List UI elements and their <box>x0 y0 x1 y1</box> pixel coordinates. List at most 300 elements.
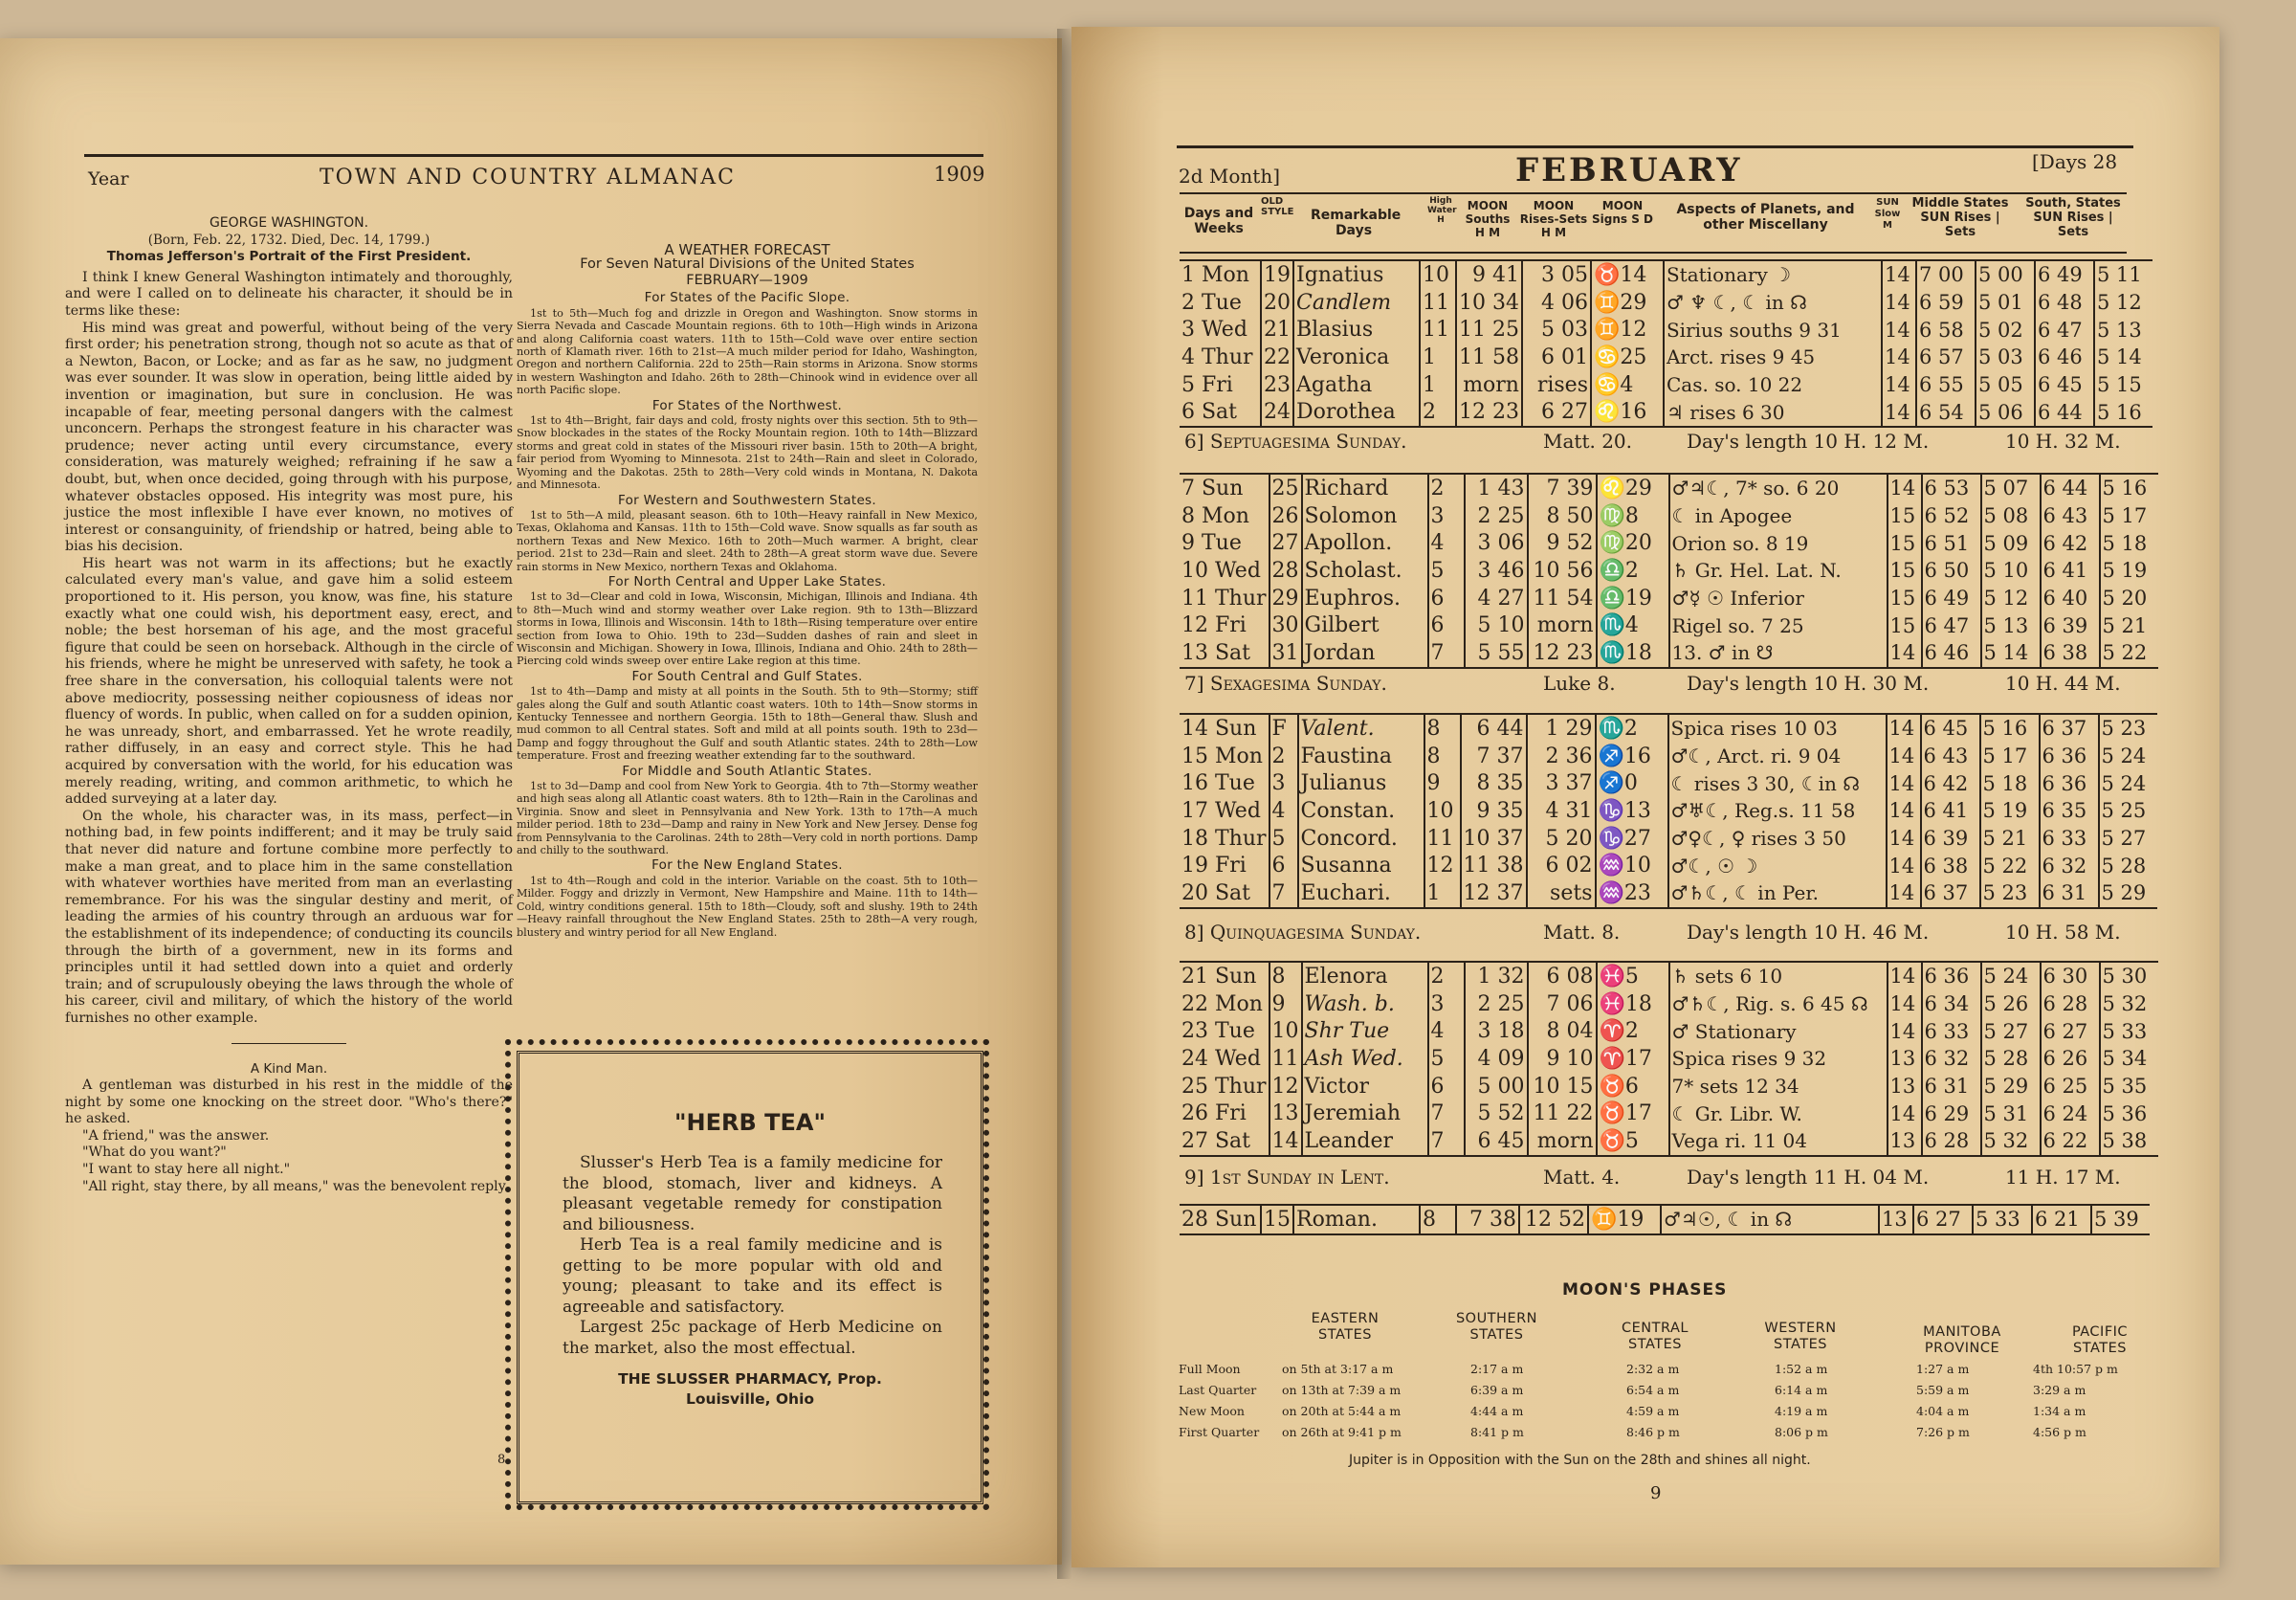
month-rule <box>1177 145 2133 148</box>
cell-mr: 6 54 <box>1916 398 1976 427</box>
cell-aspect: ♂ Stationary <box>1669 1017 1888 1045</box>
calendar-week-block <box>1180 961 2158 1157</box>
cell-os: 19 <box>1261 260 1293 289</box>
cell-ms: 5 10 <box>1981 557 2041 585</box>
cell-souths: 9 41 <box>1456 260 1522 289</box>
cell-sign: ♎19 <box>1597 585 1669 612</box>
cell-sr: 6 33 <box>2040 825 2099 853</box>
header-rule <box>84 154 983 157</box>
moon-phase-phase: Full Moon <box>1179 1362 1241 1376</box>
cell-os: 21 <box>1261 316 1293 344</box>
cell-mr: 6 57 <box>1916 344 1976 371</box>
cell-ms: 5 13 <box>1981 611 2041 639</box>
cell-mr: 6 52 <box>1922 502 1981 530</box>
cell-day: 22 Mon <box>1181 991 1263 1016</box>
col-remarkable-days: Remarkable Days <box>1311 208 1402 238</box>
cell-ms: 5 29 <box>1981 1073 2041 1100</box>
cell-slow: 13 <box>1888 1127 1922 1156</box>
cell-souths: 7 38 <box>1456 1205 1519 1234</box>
calendar-row <box>1180 398 2152 427</box>
cell-mr: 6 50 <box>1922 557 1981 585</box>
cell-day: 11 Thur <box>1181 586 1267 611</box>
cell-hw: 2 <box>1428 474 1465 502</box>
cell-sr: 6 41 <box>2041 557 2100 585</box>
cell-hw: 11 <box>1420 289 1456 317</box>
sunday-label: 7] Sexagesima Sunday. <box>1184 672 1387 695</box>
cell-souths: 5 52 <box>1465 1100 1528 1127</box>
cell-souths: 6 44 <box>1461 714 1527 743</box>
cell-souths: morn <box>1456 371 1522 399</box>
forecast-section-head: For States of the Pacific Slope. <box>644 290 850 306</box>
cell-sr: 6 21 <box>2032 1205 2091 1234</box>
cell-slow: 13 <box>1879 1205 1913 1234</box>
cell-ms: 5 32 <box>1981 1127 2041 1156</box>
cell-day: 21 Sun <box>1181 964 1257 989</box>
cell-sign: ♊19 <box>1588 1205 1661 1234</box>
cell-sign: ♌29 <box>1597 474 1669 502</box>
cell-rs: 6 08 <box>1528 962 1597 990</box>
cell-aspect: Vega ri. 11 04 <box>1669 1127 1888 1156</box>
month-title: FEBRUARY <box>1515 151 1743 189</box>
moon-phase-phase: First Quarter <box>1179 1425 1260 1439</box>
cell-souths: 3 18 <box>1465 1017 1528 1045</box>
cell-rs: 8 04 <box>1528 1017 1597 1045</box>
cell-ms: 5 06 <box>1976 398 2035 427</box>
sunday-gospel: Matt. 4. <box>1543 1166 1621 1189</box>
cell-mr: 6 49 <box>1922 585 1981 612</box>
cell-souths: 7 37 <box>1461 743 1527 770</box>
cell-sr: 6 47 <box>2035 316 2094 344</box>
cell-os: 23 <box>1261 371 1293 399</box>
cell-sign: ♐0 <box>1596 769 1668 797</box>
forecast-month: FEBRUARY—1909 <box>686 273 808 289</box>
cell-hw: 7 <box>1428 1127 1465 1156</box>
cell-os: F <box>1269 714 1298 743</box>
cell-rs: morn <box>1528 1127 1597 1156</box>
cell-hw: 11 <box>1424 825 1461 853</box>
cell-name: Blasius <box>1293 316 1420 344</box>
cell-hw: 8 <box>1424 743 1461 770</box>
cell-sr: 6 37 <box>2040 714 2099 743</box>
cell-day: 1 Mon <box>1181 262 1249 287</box>
cell-slow: 14 <box>1887 743 1921 770</box>
calendar-week-block <box>1180 473 2158 669</box>
cell-sign: ♒23 <box>1596 879 1668 908</box>
calendar-row <box>1180 289 2152 317</box>
cell-sign: ♑13 <box>1596 797 1668 825</box>
calendar-row <box>1180 797 2157 825</box>
forecast-section-text: 1st to 4th—Damp and misty at all points in the South. 5th to 9th—Stormy; stiff gales along the Gulf and south Atlantic coast waters. 10th to 14th—Snow storms in Kentucky Tennessee and northern Georgia. 15th to 18th—General thaw. Slush and mud common to all Central states. Soft and mild at all points south. 19th to 23d—Damp and foggy throughout the Gulf and south Atlantic states. 24th to 28th—Low temperature. Frost and freezing weather extending far to the southward. <box>517 685 978 763</box>
cell-ss: 5 15 <box>2094 371 2152 399</box>
cell-ss: 5 36 <box>2100 1100 2158 1127</box>
cell-day: 15 Mon <box>1181 744 1263 768</box>
cell-slow: 14 <box>1887 879 1921 908</box>
washington-subtitle: Thomas Jefferson's Portrait of the First President. <box>106 249 472 265</box>
cell-os: 5 <box>1269 825 1298 853</box>
cell-sign: ♉6 <box>1597 1073 1669 1100</box>
month-number: 2d Month] <box>1179 165 1281 188</box>
cell-ss: 5 38 <box>2100 1127 2158 1156</box>
cell-sign: ♉17 <box>1597 1100 1669 1127</box>
cell-sr: 6 31 <box>2040 879 2099 908</box>
cell-ms: 5 05 <box>1976 371 2035 399</box>
cell-souths: 5 00 <box>1465 1073 1528 1100</box>
cell-sr: 6 32 <box>2040 852 2099 879</box>
cell-day: 23 Tue <box>1181 1019 1255 1044</box>
cell-sign: ♎2 <box>1597 557 1669 585</box>
cell-ss: 5 39 <box>2091 1205 2150 1234</box>
cell-name: Ash Wed. <box>1302 1045 1428 1073</box>
day-length: Day's length 10 H. 12 M. <box>1687 430 1930 453</box>
forecast-section-text: 1st to 3d—Clear and cold in Iowa, Wisconsin, Michigan, Illinois and Indiana. 4th to 8th—Much wind and stormy weather over Lake region. 9th to 13th—Blizzard storms in Iowa, Illinois and Wisconsin. 14th to 18th—Rising temperature over entire section from Iowa to Ohio. 19th to 23d—Sudden dashes of rain and sleet in Wisconsin and Michigan. Showery in Iowa, Illinois, Indiana and Ohio. 24th to 28th—Piercing cold winds sweep over entire Lake region at this time. <box>517 590 978 668</box>
day-length: Day's length 10 H. 46 M. <box>1687 921 1930 944</box>
cell-ss: 5 17 <box>2100 502 2158 530</box>
cell-day: 3 Wed <box>1181 318 1247 343</box>
cell-os: 10 <box>1269 1017 1302 1045</box>
south-day-length: 11 H. 17 M. <box>2005 1166 2121 1189</box>
calendar-row <box>1180 557 2158 585</box>
cell-ms: 5 31 <box>1981 1100 2041 1127</box>
cell-ms: 5 22 <box>1980 852 2040 879</box>
cell-slow: 15 <box>1888 585 1922 612</box>
ad-company: THE SLUSSER PHARMACY, Prop. <box>618 1370 882 1388</box>
cell-sign: ♐16 <box>1596 743 1668 770</box>
cell-ms: 5 17 <box>1980 743 2040 770</box>
cell-souths: 11 25 <box>1456 316 1522 344</box>
cell-aspect: ☾ in Apogee <box>1669 502 1888 530</box>
col-moon-rises: MOON Rises-Sets H M <box>1519 199 1588 239</box>
cell-ms: 5 26 <box>1981 990 2041 1018</box>
moon-phase-eastern: on 20th at 5:44 a m <box>1282 1404 1402 1418</box>
cell-souths: 12 23 <box>1456 398 1522 427</box>
cell-day: 19 Fri <box>1181 854 1247 878</box>
cell-ms: 5 33 <box>1973 1205 2032 1234</box>
washington-paragraph: His mind was great and powerful, without being of the very first order; his penetration strong, though not so acute as that of a Newton, Bacon, or Locke; and as far as he saw, no judgment was ever sounder. It was slow in operation, being little aided by invention or imagination, but sure in conclusion. He was incapable of fear, meeting personal dangers with the calmest unconcern. Perhaps the strongest feature in his character was prudence; never acting until every circumstance, every consideration, was maturely weighed; refraining if he saw a doubt, but, when once decided, going through with his purpose, whatever obstacles opposed. His integrity was most pure, his justice the most inflexible I have ever known, no motives of interest or consanguinity, of friendship or hatred, being able to bias his decision. <box>65 320 513 555</box>
cell-hw: 1 <box>1420 371 1456 399</box>
calendar-row <box>1180 990 2158 1018</box>
col-south-states: South, States SUN Rises | Sets <box>2025 196 2121 239</box>
divider <box>232 1043 346 1044</box>
kind-man-title: A Kind Man. <box>250 1060 328 1077</box>
cell-slow: 14 <box>1888 474 1922 502</box>
col-aspects: Aspects of Planets, and other Miscellany <box>1676 202 1855 233</box>
cell-slow: 14 <box>1882 371 1916 399</box>
moon-phase-manitoba: 4:04 a m <box>1916 1404 1970 1418</box>
cell-souths: 1 32 <box>1465 962 1528 990</box>
cell-hw: 6 <box>1428 611 1465 639</box>
cell-slow: 14 <box>1887 769 1921 797</box>
cell-sr: 6 28 <box>2041 990 2100 1018</box>
kind-man-line: "What do you want?" <box>82 1144 227 1161</box>
calendar-row <box>1180 825 2157 853</box>
cell-ss: 5 22 <box>2100 639 2158 668</box>
region-western: WESTERN STATES <box>1764 1321 1837 1352</box>
moon-phase-southern: 4:44 a m <box>1470 1404 1524 1418</box>
cell-souths: 5 10 <box>1465 611 1528 639</box>
sunday-gospel: Luke 8. <box>1543 672 1616 695</box>
cell-souths: 12 37 <box>1461 879 1527 908</box>
cell-souths: 11 38 <box>1461 852 1527 879</box>
moon-phase-central: 2:32 a m <box>1626 1362 1680 1376</box>
cell-ss: 5 24 <box>2099 769 2157 797</box>
moon-phase-western: 1:52 a m <box>1775 1362 1828 1376</box>
cell-mr: 6 29 <box>1922 1100 1981 1127</box>
moon-phase-pacific: 4th 10:57 p m <box>2033 1362 2118 1376</box>
cell-slow: 14 <box>1887 714 1921 743</box>
left-page <box>0 38 1062 1565</box>
cell-sr: 6 44 <box>2035 398 2094 427</box>
cell-hw: 1 <box>1420 344 1456 371</box>
cell-aspect: 7* sets 12 34 <box>1669 1073 1888 1100</box>
cell-sign: ♈2 <box>1597 1017 1669 1045</box>
cell-name: Valent. <box>1298 714 1424 743</box>
cell-ss: 5 14 <box>2094 344 2152 371</box>
washington-born: (Born, Feb. 22, 1732. Died, Dec. 14, 1799.) <box>147 232 430 248</box>
cell-sr: 6 36 <box>2040 769 2099 797</box>
cell-mr: 6 41 <box>1921 797 1980 825</box>
cell-slow: 14 <box>1888 1100 1922 1127</box>
cell-hw: 3 <box>1428 990 1465 1018</box>
cell-sign: ♓5 <box>1597 962 1669 990</box>
cell-aspect: ♂♄☾, Rig. s. 6 45 ☊ <box>1669 990 1888 1018</box>
cell-os: 30 <box>1269 611 1302 639</box>
moon-phase-central: 4:59 a m <box>1626 1404 1680 1418</box>
cell-ms: 5 07 <box>1981 474 2041 502</box>
cell-rs: 7 06 <box>1528 990 1597 1018</box>
cell-rs: 7 39 <box>1528 474 1597 502</box>
cell-sign: ♏18 <box>1597 639 1669 668</box>
cell-day: 14 Sun <box>1181 716 1257 741</box>
washington-paragraph: I think I knew General Washington intimately and thoroughly, and were I called on to delineate his character, it should be in terms like these: <box>65 269 513 319</box>
cell-day: 6 Sat <box>1181 400 1238 425</box>
cell-rs: 5 03 <box>1522 316 1591 344</box>
cell-ss: 5 32 <box>2100 990 2158 1018</box>
page-fold <box>1057 29 1078 1579</box>
cell-slow: 14 <box>1882 289 1916 317</box>
cell-hw: 4 <box>1428 529 1465 557</box>
cell-rs: 12 52 <box>1519 1205 1588 1234</box>
cell-rs: 1 29 <box>1527 714 1596 743</box>
herb-tea-ad <box>517 1051 983 1504</box>
cell-rs: 3 37 <box>1527 769 1596 797</box>
cell-mr: 6 43 <box>1921 743 1980 770</box>
region-central: CENTRAL STATES <box>1622 1321 1689 1352</box>
cell-slow: 13 <box>1888 1073 1922 1100</box>
calendar-row <box>1180 260 2152 289</box>
forecast-section-text: 1st to 3d—Damp and cool from New York to Georgia. 4th to 7th—Stormy weather and high seas along all Atlantic coast waters. 8th to 12th—Rain in the Carolinas and Virginia. Snow and sleet in Pennsylvania and New York. 13th to 17th—A much milder period. 18th to 23d—Damp and rainy in New York and New Jersey. Dense fog from Pennsylvania to the Carolinas. 24th to 28th—Very cold in north portions. Damp and chilly to the southward. <box>517 780 978 857</box>
cell-ss: 5 16 <box>2100 474 2158 502</box>
cell-ss: 5 21 <box>2100 611 2158 639</box>
cell-ms: 5 08 <box>1981 502 2041 530</box>
cell-os: 24 <box>1261 398 1293 427</box>
moon-phase-manitoba: 1:27 a m <box>1916 1362 1970 1376</box>
moon-phase-eastern: on 13th at 7:39 a m <box>1282 1383 1402 1397</box>
cell-aspect: ♂♀☾, ♀ rises 3 50 <box>1668 825 1887 853</box>
page-number: 8 <box>497 1453 506 1467</box>
cell-ms: 5 00 <box>1976 260 2035 289</box>
sunday-gospel: Matt. 8. <box>1543 921 1621 944</box>
cell-ms: 5 14 <box>1981 639 2041 668</box>
cell-name: Elenora <box>1302 962 1428 990</box>
calendar-row <box>1180 1205 2150 1234</box>
kind-man-line: "I want to stay here all night." <box>82 1162 291 1178</box>
cell-mr: 6 46 <box>1922 639 1981 668</box>
cell-ms: 5 23 <box>1980 879 2040 908</box>
almanac-title: TOWN AND COUNTRY ALMANAC <box>320 166 736 189</box>
moon-phase-southern: 6:39 a m <box>1470 1383 1524 1397</box>
cell-mr: 6 32 <box>1922 1045 1981 1073</box>
cell-rs: 4 06 <box>1522 289 1591 317</box>
cell-os: 7 <box>1269 879 1298 908</box>
cell-name: Agatha <box>1293 371 1420 399</box>
cell-ms: 5 24 <box>1981 962 2041 990</box>
cell-name: Leander <box>1302 1127 1428 1156</box>
cell-sr: 6 39 <box>2041 611 2100 639</box>
forecast-subtitle: For Seven Natural Divisions of the United States <box>580 256 915 273</box>
cell-hw: 7 <box>1428 639 1465 668</box>
cell-name: Richard <box>1302 474 1428 502</box>
cell-day: 12 Fri <box>1181 613 1247 638</box>
cell-souths: 3 06 <box>1465 529 1528 557</box>
cell-aspect: Rigel so. 7 25 <box>1669 611 1888 639</box>
calendar-row <box>1180 611 2158 639</box>
cell-souths: 2 25 <box>1465 502 1528 530</box>
cell-sr: 6 38 <box>2041 639 2100 668</box>
cell-hw: 4 <box>1428 1017 1465 1045</box>
cell-sign: ♈17 <box>1597 1045 1669 1073</box>
cell-mr: 6 31 <box>1922 1073 1981 1100</box>
cell-os: 4 <box>1269 797 1298 825</box>
moon-phase-pacific: 3:29 a m <box>2033 1383 2086 1397</box>
forecast-section-head: For North Central and Upper Lake States. <box>607 573 887 589</box>
cell-mr: 6 58 <box>1916 316 1976 344</box>
cell-slow: 15 <box>1888 611 1922 639</box>
cell-hw: 2 <box>1420 398 1456 427</box>
cell-name: Wash. b. <box>1302 990 1428 1018</box>
weather-forecast <box>517 241 978 940</box>
cell-mr: 6 38 <box>1921 852 1980 879</box>
cell-ms: 5 19 <box>1980 797 2040 825</box>
cell-souths: 10 37 <box>1461 825 1527 853</box>
forecast-section-head: For Middle and South Atlantic States. <box>622 763 872 779</box>
cell-aspect: ♂♅☾, Reg.s. 11 58 <box>1668 797 1887 825</box>
cell-rs: 10 56 <box>1528 557 1597 585</box>
cell-souths: 8 35 <box>1461 769 1527 797</box>
cell-name: Jordan <box>1302 639 1428 668</box>
region-southern: SOUTHERN STATES <box>1455 1311 1538 1343</box>
cell-aspect: ♂☾, ☉ ☽ <box>1668 852 1887 879</box>
cell-ss: 5 30 <box>2100 962 2158 990</box>
cell-name: Shr Tue <box>1302 1017 1428 1045</box>
cell-sr: 6 30 <box>2041 962 2100 990</box>
cell-day: 13 Sat <box>1181 640 1251 665</box>
cell-aspect: ☾ rises 3 30, ☾in ☊ <box>1668 769 1887 797</box>
cell-sign: ♉5 <box>1597 1127 1669 1156</box>
cell-sign: ♏4 <box>1597 611 1669 639</box>
cell-sr: 6 40 <box>2041 585 2100 612</box>
cell-os: 9 <box>1269 990 1302 1018</box>
cell-day: 18 Thur <box>1181 826 1267 851</box>
cell-slow: 15 <box>1888 529 1922 557</box>
cell-os: 28 <box>1269 557 1302 585</box>
cell-os: 11 <box>1269 1045 1302 1073</box>
cell-hw: 10 <box>1420 260 1456 289</box>
cell-souths: 5 55 <box>1465 639 1528 668</box>
cell-name: Julianus <box>1298 769 1424 797</box>
sunday-label: 9] 1st Sunday in Lent. <box>1184 1166 1390 1189</box>
forecast-section-text: 1st to 5th—Much fog and drizzle in Oregon and Washington. Snow storms in Sierra Nevada and Cascade Mountain regions. 6th to 10th—High winds in Arizona and along California coast waters. 11th to 15th—Cold wave over entire section north of Klamath river. 16th to 21st—A much milder period for Idaho, Washington, Oregon and northern California. 22d to 25th—Rain storms in Arizona. Snow storms in western Washington and Idaho. 26th to 28th—Chinook wind in evidence over all north Pacific slope. <box>517 306 978 397</box>
cell-souths: 3 46 <box>1465 557 1528 585</box>
cell-ss: 5 13 <box>2094 316 2152 344</box>
cell-ss: 5 33 <box>2100 1017 2158 1045</box>
cell-aspect: Cas. so. 10 22 <box>1664 371 1882 399</box>
cell-ms: 5 03 <box>1976 344 2035 371</box>
calendar-row <box>1180 474 2158 502</box>
forecast-section-head: For the New England States. <box>651 857 843 874</box>
cell-ss: 5 12 <box>2094 289 2152 317</box>
cell-day: 4 Thur <box>1181 344 1253 369</box>
cell-os: 14 <box>1269 1127 1302 1156</box>
moon-phase-eastern: on 5th at 3:17 a m <box>1282 1362 1394 1376</box>
calendar-row <box>1180 502 2158 530</box>
kind-man-line: A gentleman was disturbed in his rest in the middle of the night by some one knocking on the street door. "Who's there?" he asked. <box>65 1078 513 1127</box>
cell-rs: 9 52 <box>1528 529 1597 557</box>
south-day-length: 10 H. 58 M. <box>2005 921 2121 944</box>
cell-aspect: ♃ rises 6 30 <box>1664 398 1882 427</box>
page-number: 9 <box>1650 1483 1662 1503</box>
cell-name: Gilbert <box>1302 611 1428 639</box>
moon-phase-southern: 8:41 p m <box>1470 1425 1524 1439</box>
cell-aspect: 13. ♂ in ☋ <box>1669 639 1888 668</box>
cell-os: 25 <box>1269 474 1302 502</box>
cell-slow: 14 <box>1882 260 1916 289</box>
cell-aspect: Orion so. 8 19 <box>1669 529 1888 557</box>
cell-rs: 6 27 <box>1522 398 1591 427</box>
cell-slow: 14 <box>1888 990 1922 1018</box>
cell-rs: 6 02 <box>1527 852 1596 879</box>
moon-phases-title: MOON'S PHASES <box>1562 1280 1728 1300</box>
cell-souths: 6 45 <box>1465 1127 1528 1156</box>
forecast-section-head: For States of the Northwest. <box>651 397 843 413</box>
cell-sign: ♍20 <box>1597 529 1669 557</box>
cell-souths: 10 34 <box>1456 289 1522 317</box>
cell-sign: ♊12 <box>1591 316 1664 344</box>
moon-phase-central: 8:46 p m <box>1626 1425 1680 1439</box>
col-sun-slow: SUN Slow M <box>1874 197 1901 231</box>
moon-phase-western: 8:06 p m <box>1775 1425 1828 1439</box>
cell-mr: 6 47 <box>1922 611 1981 639</box>
cell-sr: 6 48 <box>2035 289 2094 317</box>
cell-ms: 5 02 <box>1976 316 2035 344</box>
cell-sr: 6 26 <box>2041 1045 2100 1073</box>
washington-title: GEORGE WASHINGTON. <box>209 215 369 231</box>
col-high-water: High Water H <box>1427 196 1457 225</box>
kind-man-line: "A friend," was the answer. <box>82 1127 270 1144</box>
calendar-week-block <box>1180 713 2157 909</box>
col-moon-souths: MOON Souths H M <box>1465 199 1511 239</box>
ad-paragraph: Herb Tea is a real family medicine and is getting to be more popular with old and young; pleasant to take and its effect is agreeable and satisfactory. <box>563 1235 942 1317</box>
cell-ss: 5 11 <box>2094 260 2152 289</box>
cell-sr: 6 45 <box>2035 371 2094 399</box>
cell-os: 31 <box>1269 639 1302 668</box>
forecast-section-head: For Western and Southwestern States. <box>618 492 876 508</box>
cell-mr: 6 51 <box>1922 529 1981 557</box>
calendar-row <box>1180 344 2152 371</box>
cell-slow: 14 <box>1887 852 1921 879</box>
cell-day: 20 Sat <box>1181 880 1251 905</box>
cell-mr: 6 34 <box>1922 990 1981 1018</box>
col-old-style: OLD STYLE <box>1261 196 1294 217</box>
